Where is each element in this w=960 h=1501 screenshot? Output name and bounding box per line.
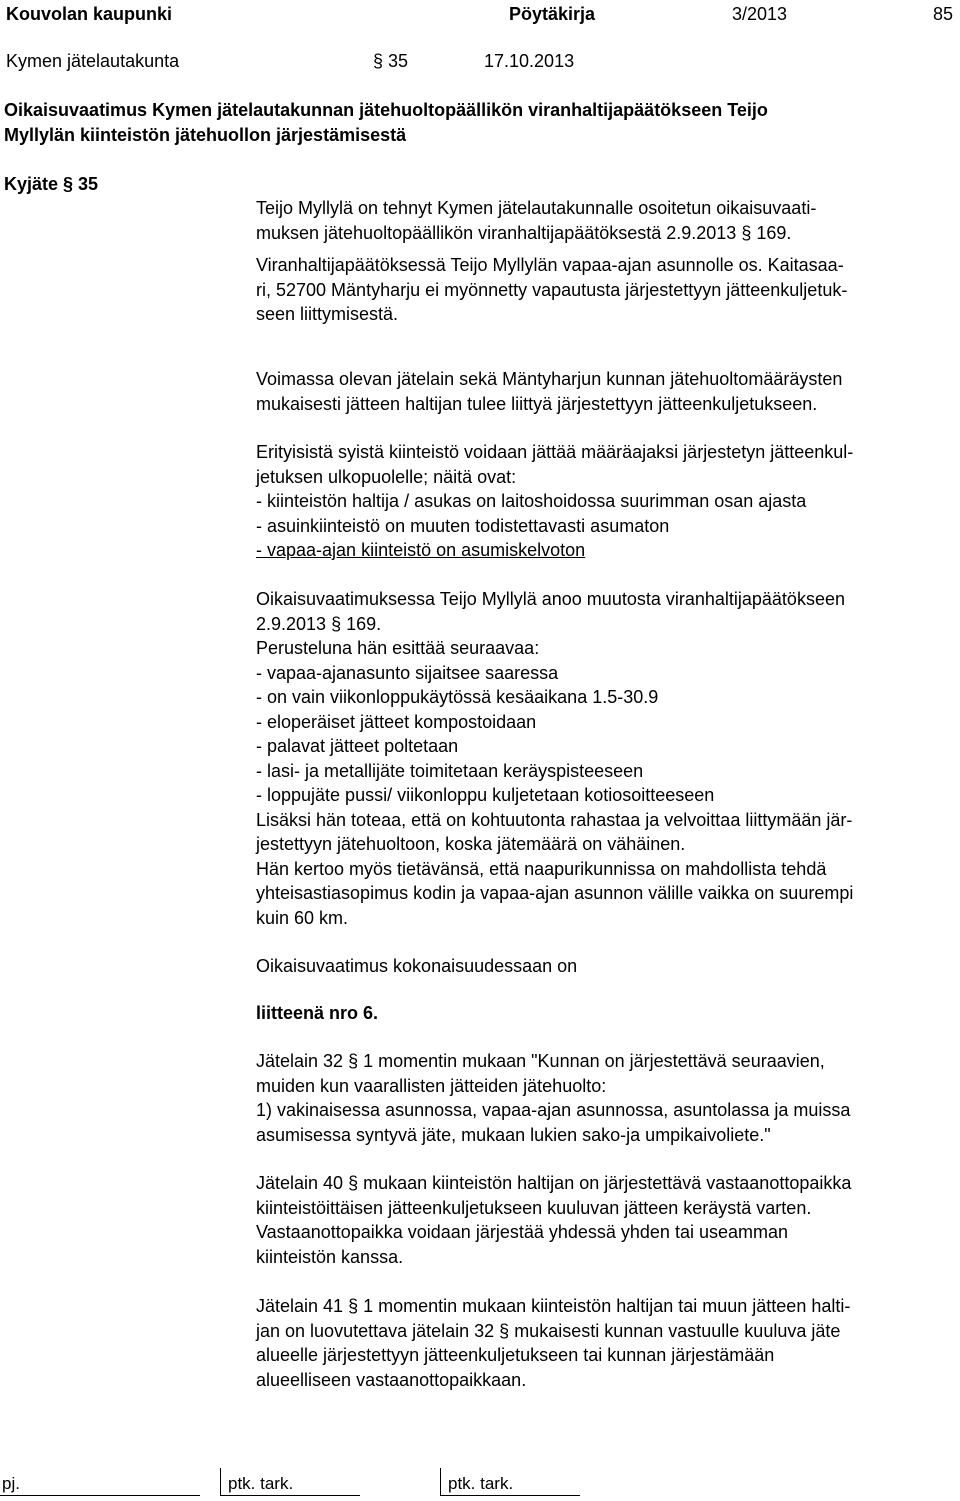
body-line: alueelle järjestettyyn jätteenkuljetukseen tai kunnan järjestämään	[256, 1345, 775, 1365]
body-paragraph	[256, 1171, 956, 1269]
document-title	[4, 98, 768, 147]
body-line: jestettyyn jätehuoltoon, koska jätemäärä on vähäinen.	[256, 834, 686, 854]
body-line: mukaisesti jätteen haltijan tulee liittyä järjestettyyn jätteenkuljetukseen.	[256, 393, 818, 414]
body-line: Voimassa olevan jätelain sekä Mäntyharjun kunnan jätehuoltomääräysten	[256, 369, 843, 389]
body-line: Teijo Myllylä on tehnyt Kymen jätelautakunnalle osoitetun oikaisuvaati-	[256, 198, 817, 218]
body-line: jetuksen ulkopuolelle; näitä ovat:	[256, 466, 517, 487]
footer-divider	[440, 1468, 441, 1496]
header-doc-number: 3/2013	[732, 4, 788, 24]
body-line: - palavat jätteet poltetaan	[256, 736, 459, 756]
signature-line-checker-2	[440, 1495, 580, 1496]
footer-label-checker-1: ptk. tark.	[228, 1474, 294, 1493]
body-paragraph	[256, 367, 956, 416]
body-line: asumisessa syntyvä jäte, mukaan lukien sako-ja umpikaivoliete."	[256, 1124, 771, 1145]
body-paragraph	[256, 196, 956, 245]
body-line: alueelliseen vastaanottopaikkaan.	[256, 1369, 527, 1390]
body-line: muksen jätehuoltopäällikön viranhaltijapäätöksestä 2.9.2013 § 169.	[256, 222, 792, 243]
body-paragraph	[256, 587, 956, 930]
body-line: Oikaisuvaatimus kokonaisuudessaan on	[256, 956, 578, 976]
body-line: Jätelain 40 § mukaan kiinteistön haltijan on järjestettävä vastaanottopaikka	[256, 1173, 852, 1193]
body-line: Vastaanottopaikka voidaan järjestää yhdessä yhden tai useamman	[256, 1222, 789, 1242]
body-line: kiinteistöittäisen jätteenkuljetukseen kuuluvan jätteen keräystä varten.	[256, 1197, 812, 1218]
footer-label-chair: pj.	[2, 1474, 20, 1493]
title-line: Myllylän kiinteistön jätehuollon järjestämisestä	[4, 124, 407, 145]
header-section-number: 35	[388, 51, 409, 71]
body-line: Viranhaltijapäätöksessä Teijo Myllylän vapaa-ajan asunnolle os. Kaitasaa-	[256, 255, 844, 275]
body-line: Jätelain 32 § 1 momentin mukaan "Kunnan on järjestettävä seuraavien,	[256, 1051, 825, 1071]
body-line: - asuinkiinteistö on muuten todistettavasti asumaton	[256, 515, 670, 536]
body-line: - loppujäte pussi/ viikonloppu kuljetetaan kotiosoitteeseen	[256, 785, 715, 805]
body-line: 2.9.2013 § 169.	[256, 613, 382, 634]
body-paragraph	[256, 954, 956, 979]
body-paragraph	[256, 1001, 956, 1026]
body-line: Oikaisuvaatimuksessa Teijo Myllylä anoo muutosta viranhaltijapäätökseen	[256, 589, 845, 609]
body-line: ri, 52700 Mäntyharju ei myönnetty vapautusta järjestettyyn jätteenkuljetuk-	[256, 279, 848, 300]
header-section: § 35	[373, 51, 409, 71]
header-committee: Kymen jätelautakunta	[6, 51, 180, 71]
body-paragraph	[256, 538, 956, 563]
body-paragraph	[256, 440, 956, 538]
body-line: Erityisistä syistä kiinteistö voidaan jättää määräajaksi järjestetyn jätteenkul-	[256, 442, 854, 462]
title-line: Oikaisuvaatimus Kymen jätelautakunnan jätehuoltopäällikön viranhaltijapäätökseen Teijo	[4, 100, 768, 120]
footer-label-checker-2: ptk. tark.	[448, 1474, 514, 1493]
section-label: Kyjäte § 35	[4, 174, 99, 194]
body-line: liitteenä nro 6.	[256, 1003, 379, 1023]
body-paragraph	[256, 1294, 956, 1392]
body-line: kuin 60 km.	[256, 907, 349, 928]
body-line: 1) vakinaisessa asunnossa, vapaa-ajan asunnossa, asuntolassa ja muissa	[256, 1100, 851, 1120]
body-line: - lasi- ja metallijäte toimitetaan keräyspisteeseen	[256, 760, 644, 781]
body-line: kiinteistön kanssa.	[256, 1246, 404, 1267]
header-org: Kouvolan kaupunki	[6, 4, 173, 24]
body-line: jan on luovutettava jätelain 32 § mukaisesti kunnan vastuulle kuuluva jäte	[256, 1320, 841, 1341]
body-line: - vapaa-ajan kiinteistö on asumiskelvoton	[256, 540, 586, 560]
body-line: Lisäksi hän toteaa, että on kohtuutonta rahastaa ja velvoittaa liittymään jär-	[256, 809, 853, 830]
header-page-number: 85	[933, 4, 954, 24]
header-doc-type: Pöytäkirja	[509, 4, 596, 24]
body-paragraph	[256, 253, 956, 327]
header-date: 17.10.2013	[484, 51, 575, 71]
footer-divider	[220, 1468, 221, 1496]
body-paragraph	[256, 1049, 956, 1147]
body-line: - eloperäiset jätteet kompostoidaan	[256, 711, 537, 732]
body-line: - kiinteistön haltija / asukas on laitoshoidossa suurimman osan ajasta	[256, 491, 807, 511]
signature-line-chair	[0, 1495, 200, 1496]
body-line: muiden kun vaarallisten jätteiden jätehuolto:	[256, 1075, 607, 1096]
body-line: Jätelain 41 § 1 momentin mukaan kiinteistön haltijan tai muun jätteen halti-	[256, 1296, 851, 1316]
body-line: Perusteluna hän esittää seuraavaa:	[256, 638, 540, 658]
body-line: seen liittymisestä.	[256, 304, 399, 324]
body-line: - vapaa-ajanasunto sijaitsee saaressa	[256, 662, 559, 683]
signature-line-checker-1	[220, 1495, 360, 1496]
body-line: Hän kertoo myös tietävänsä, että naapurikunnissa on mahdollista tehdä	[256, 858, 827, 879]
body-line: yhteisastiasopimus kodin ja vapaa-ajan asunnon välille vaikka on suurempi	[256, 883, 854, 903]
body-line: - on vain viikonloppukäytössä kesäaikana 1.5-30.9	[256, 687, 659, 707]
